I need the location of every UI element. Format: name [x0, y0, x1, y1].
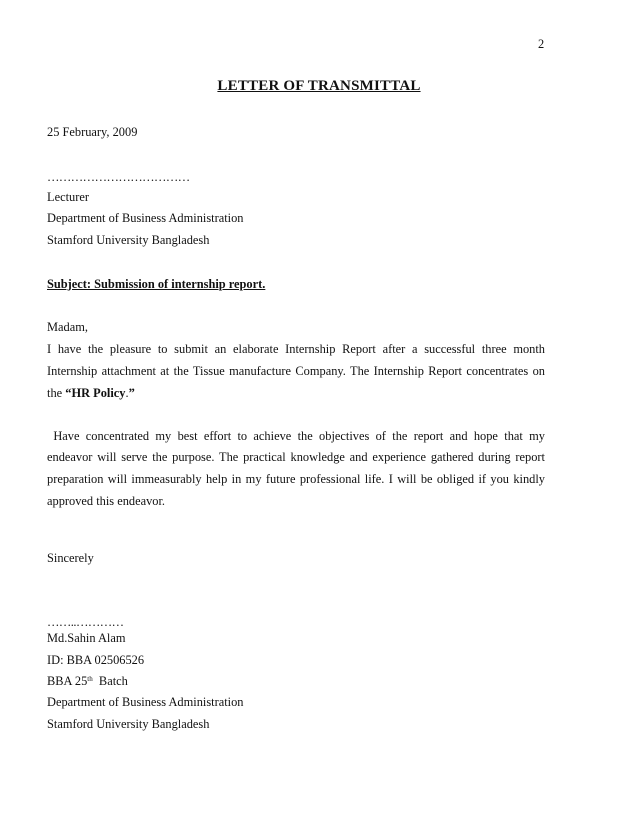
paragraph2-line3: preparation will immeasurably help in my future professional life. I will be obliged if you kindly: [47, 472, 545, 486]
paragraph2-line1: Have concentrated my best effort to achieve the objectives of the report and hope that my: [47, 429, 545, 443]
sender-university: Stamford University Bangladesh: [47, 717, 210, 731]
letter-date: 25 February, 2009: [47, 125, 138, 139]
paragraph1-line1: I have the pleasure to submit an elaborate Internship Report after a successful three month: [47, 342, 545, 356]
paragraph2-line4: approved this endeavor.: [47, 494, 166, 508]
recipient-designation: Lecturer: [47, 190, 89, 204]
letter-title: LETTER OF TRANSMITTAL: [217, 78, 421, 94]
sender-batch: [47, 673, 128, 689]
paragraph1-line3-prefix: the: [47, 386, 66, 400]
sender-department: Department of Business Administration: [47, 695, 244, 709]
recipient-department: Department of Business Administration: [47, 211, 244, 225]
recipient-name-blank: ………………………………: [47, 170, 190, 184]
letter-subject: Subject: Submission of internship report.: [47, 277, 266, 291]
paragraph1-closing-quote: ”: [128, 386, 135, 400]
salutation: Madam,: [47, 320, 88, 334]
page-number: 2: [538, 37, 545, 51]
paragraph2-line2: endeavor will serve the purpose. The practical knowledge and experience gathered during report: [47, 450, 545, 464]
closing: Sincerely: [47, 551, 94, 565]
paragraph1-line3: [47, 385, 135, 401]
sender-name: Md.Sahin Alam: [47, 631, 126, 645]
signature-blank: ……..…………: [47, 615, 124, 629]
sender-batch-suffix: Batch: [92, 674, 128, 688]
hr-policy-text: “HR Policy: [65, 386, 126, 400]
paragraph1-line2: Internship attachment at the Tissue manufacture Company. The Internship Report concentrates on: [47, 364, 545, 378]
sender-batch-prefix: BBA 25: [47, 674, 88, 688]
recipient-university: Stamford University Bangladesh: [47, 233, 210, 247]
sender-id: ID: BBA 02506526: [47, 653, 145, 667]
sender-batch-ordinal: th: [87, 675, 93, 683]
paragraph1-line3-period: .: [125, 386, 129, 400]
